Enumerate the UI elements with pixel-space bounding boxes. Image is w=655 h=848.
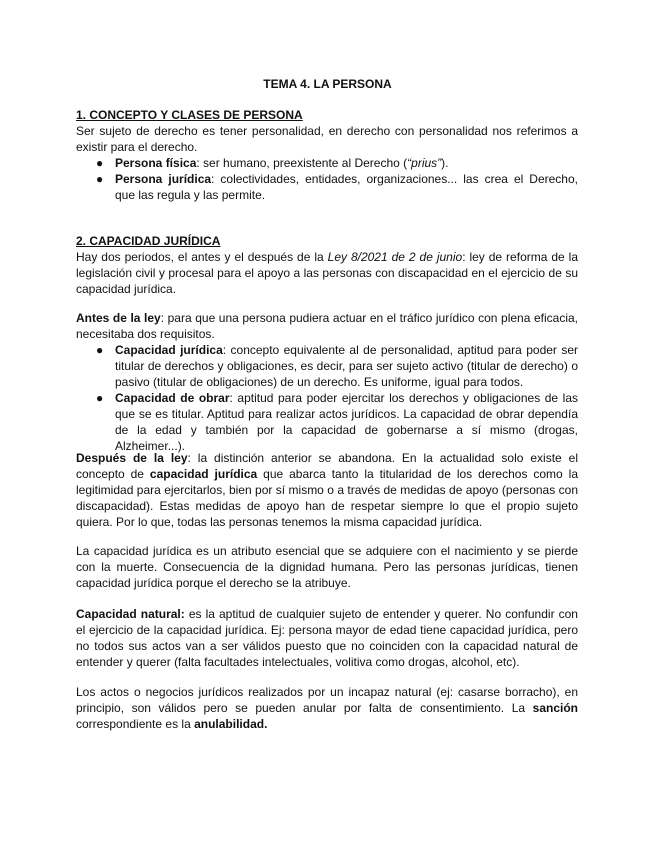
section-capacidad (76, 233, 578, 297)
term: Después de la ley (76, 451, 188, 465)
list-term: Persona física (115, 156, 197, 170)
section-atributo (76, 543, 578, 591)
list-text: : ser humano, preexistente al Derecho ( (196, 156, 408, 170)
list-text: ). (441, 156, 449, 170)
bullet-icon: ● (96, 156, 104, 170)
term: Antes de la ley (76, 311, 161, 325)
bullet-list (76, 342, 578, 454)
text: : ley de reforma de la legislación civil y procesal para el apoyo a las personas con discapacidad en el ejercicio de su capacidad jurídica. (76, 250, 578, 296)
paragraph (76, 310, 578, 342)
section-antes (76, 310, 578, 454)
bold-text: capacidad jurídica (149, 467, 258, 481)
text: : para que una persona pudiera actuar en el tráfico jurídico con plena eficacia, necesitaba dos requisitos. (76, 311, 578, 341)
paragraph (76, 249, 578, 297)
text: correspondiente es la (76, 717, 195, 731)
text: Hay dos periodos, el antes y el después de la (76, 250, 328, 264)
paragraph (76, 606, 578, 670)
paragraph: La capacidad jurídica es un atributo esencial que se adquiere con el nacimiento y se pierde con la muerte. Consecuencia de la dignidad humana. Pero las personas jurídicas, tienen capacidad jurídica porque el derecho se la atribuye. (76, 544, 578, 590)
document-title: TEMA 4. LA PERSONA (263, 77, 392, 91)
bold-text: sanción (532, 701, 578, 715)
section-actos (76, 684, 578, 732)
list-term: Capacidad de obrar (115, 391, 230, 405)
text: que abarca tanto la titularidad de los derechos como la legitimidad para ejercitarlos, bien por sí mismo o a través de medidas de apoyo (personas con discapacidad). Estas medidas de apoyo han de respetar siempre lo que el propio sujeto quiera. Por lo que, todas las personas tenemos la misma capacidad jurídica. (76, 467, 578, 529)
law-name: Ley 8/2021 de 2 de junio (327, 250, 463, 264)
section-heading: 2. CAPACIDAD JURÍDICA (76, 234, 221, 248)
list-item (96, 155, 578, 171)
list-text: : colectividades, entidades, organizaciones... las crea el Derecho, que las regula y las permite. (115, 172, 578, 202)
list-text: : concepto equivalente al de personalidad, aptitud para poder ser titular de derechos y obligaciones, es decir, para ser sujeto activo (titular de derecho) o pasivo (titular de obligaciones) de un derecho. Es uniforme, igual para todos. (115, 343, 579, 389)
paragraph (76, 450, 578, 530)
list-term: Capacidad jurídica (115, 343, 223, 357)
list-text: : aptitud para poder ejercitar los derechos y obligaciones de las que se es titular. Aptitud para realizar actos jurídicos. La capacidad de obrar dependía de la edad y también por la capacidad de gobernarse a sí mismo (drogas, Alzheimer...). (115, 391, 579, 453)
bullet-icon: ● (96, 343, 104, 357)
term: Capacidad natural: (76, 607, 185, 621)
list-item (96, 390, 579, 454)
paragraph: Ser sujeto de derecho es tener personalidad, en derecho con personalidad nos referimos a existir para el derecho. (76, 124, 578, 154)
section-despues (76, 450, 578, 530)
text: es la aptitud de cualquier sujeto de entender y querer. No confundir con el ejercicio de la capacidad jurídica. Ej: persona mayor de edad tiene capacidad jurídica, pero no todos sus actos van a ser válidos puesto que no coinciden con la capacidad natural de entender y querer (falta facultades intelectuales, volitiva como drogas, alcohol, etc). (76, 607, 578, 669)
bullet-icon: ● (96, 391, 104, 405)
section-concepto (76, 107, 578, 203)
text: : la distinción anterior se abandona. En la actualidad solo existe el concepto de (76, 451, 578, 481)
bold-text: anulabilidad. (194, 717, 268, 731)
paragraph (76, 684, 578, 732)
bullet-list (76, 155, 578, 203)
text: Los actos o negocios jurídicos realizados por un incapaz natural (ej: casarse borracho), en principio, son válidos pero se pueden anular por falta de consentimiento. La (76, 685, 578, 715)
list-item (96, 171, 578, 203)
bullet-icon: ● (96, 172, 104, 186)
section-heading: 1. CONCEPTO Y CLASES DE PERSONA (76, 108, 303, 122)
list-term: Persona jurídica (115, 172, 212, 186)
list-italic: “prius” (407, 156, 442, 170)
section-natural (76, 606, 578, 670)
list-item (96, 342, 579, 390)
